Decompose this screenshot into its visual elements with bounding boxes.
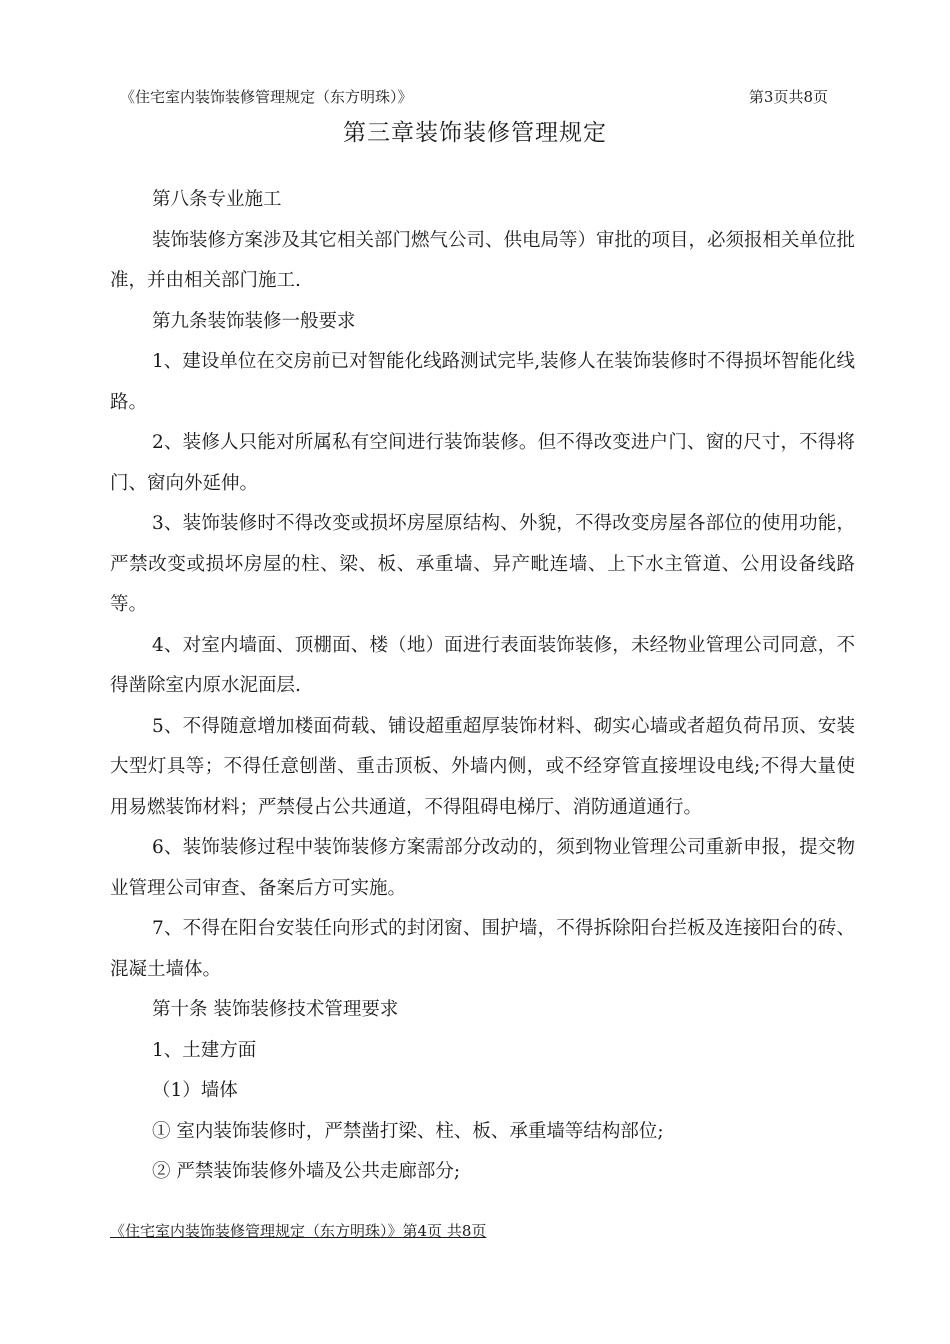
document-body <box>110 180 855 1193</box>
rule-1: 1、建设单位在交房前已对智能化线路测试完毕,装修人在装饰装修时不得损坏智能化线路。 <box>110 351 855 413</box>
rule-3: 3、装饰装修时不得改变或损坏房屋原结构、外貌，不得改变房屋各部位的使用功能，严禁改变或损坏房屋的柱、梁、板、承重墙、异产毗连墙、上下水主管道、公用设备线路等。 <box>110 513 855 615</box>
article-8-heading: 第八条专业施工 <box>152 189 282 210</box>
header-page-info: 第3页共8页 <box>748 88 828 106</box>
article-10-heading: 第十条 装饰装修技术管理要求 <box>152 999 399 1020</box>
subsection-walls: （1）墙体 <box>152 1080 238 1101</box>
page-header <box>120 86 828 106</box>
rule-2: 2、装修人只能对所属私有空间进行装饰装修。但不得改变进户门、窗的尺寸，不得将门、窗向外延伸。 <box>110 432 855 494</box>
wall-rule-2: ② 严禁装饰装修外墙及公共走廊部分; <box>152 1161 461 1182</box>
article-8-text: 装饰装修方案涉及其它相关部门燃气公司、供电局等）审批的项目，必须报相关单位批准，并由相关部门施工. <box>110 229 856 291</box>
rule-6: 6、装饰装修过程中装饰装修方案需部分改动的，须到物业管理公司重新申报，提交物业管理公司审查、备案后方可实施。 <box>110 837 855 899</box>
header-doc-title: 《住宅室内装饰装修管理规定（东方明珠）》 <box>120 88 413 106</box>
wall-rule-1: ① 室内装饰装修时，严禁凿打梁、柱、板、承重墙等结构部位; <box>152 1120 664 1142</box>
page-footer: 《住宅室内装饰装修管理规定（东方明珠）》第4页 共8页 <box>110 1222 487 1240</box>
rule-4: 4、对室内墙面、顶棚面、楼（地）面进行表面装饰装修，未经物业管理公司同意，不得凿除室内原水泥面层. <box>110 634 855 696</box>
rule-5: 5、不得随意增加楼面荷载、铺设超重超厚装饰材料、砌实心墙或者超负荷吊顶、安装大型灯具等；不得任意刨凿、重击顶板、外墙内侧，或不经穿管直接埋设电线;不得大量使用易燃装饰材料；严禁侵占公共通道，不得阻碍电梯厅、消防通道通行。 <box>110 715 855 818</box>
section-civil-works: 1、土建方面 <box>152 1039 257 1061</box>
article-9-heading: 第九条装饰装修一般要求 <box>152 310 356 332</box>
rule-7: 7、不得在阳台安装任向形式的封闭窗、围护墙，不得拆除阳台拦板及连接阳台的砖、混凝土墙体。 <box>110 918 855 980</box>
chapter-title: 第三章装饰装修管理规定 <box>343 120 607 146</box>
